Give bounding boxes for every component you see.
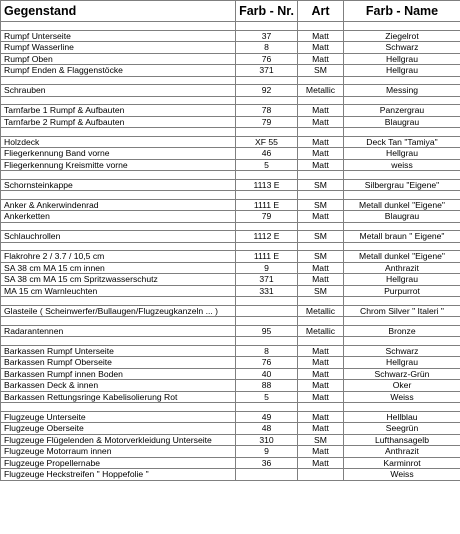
cell-art [298,297,344,306]
cell-gegenstand: Fliegerkennung Band vorne [1,148,236,160]
cell-art: Matt [298,391,344,403]
cell-farb-nr: 5 [236,159,298,171]
cell-gegenstand [1,337,236,346]
cell-farb-nr: 40 [236,368,298,380]
table-row [1,85,460,97]
cell-art [298,22,344,31]
table-row [1,148,460,160]
cell-gegenstand: MA 15 cm Warnleuchten [1,285,236,297]
cell-farb-nr: 36 [236,457,298,469]
table-row [1,262,460,274]
cell-farb-nr [236,337,298,346]
table-row [1,171,460,180]
cell-gegenstand: Rumpf Enden & Flaggenstöcke [1,65,236,77]
cell-farb-nr: 371 [236,274,298,286]
cell-farb-nr: 76 [236,53,298,65]
cell-farb-name [344,317,460,326]
cell-art: SM [298,199,344,211]
table-row [1,274,460,286]
cell-farb-name: Blaugrau [344,211,460,223]
cell-farb-nr [236,305,298,317]
cell-art: SM [298,251,344,263]
table-row [1,65,460,77]
cell-gegenstand: Ankerketten [1,211,236,223]
cell-farb-nr: 371 [236,65,298,77]
cell-farb-nr: 310 [236,434,298,446]
table-row [1,22,460,31]
cell-farb-nr: 1112 E [236,231,298,243]
cell-art [298,337,344,346]
cell-art: Matt [298,446,344,458]
cell-art [298,96,344,105]
cell-art: SM [298,285,344,297]
cell-farb-name: Schwarz [344,345,460,357]
cell-farb-name [344,191,460,200]
cell-gegenstand: Glasteile ( Scheinwerfer/Bullaugen/Flugzeugkanzeln ... ) [1,305,236,317]
cell-farb-nr [236,469,298,481]
cell-art: Matt [298,411,344,423]
cell-farb-nr [236,242,298,251]
cell-farb-nr: 88 [236,380,298,392]
cell-farb-name: Messing [344,85,460,97]
cell-art: Matt [298,423,344,435]
cell-gegenstand: Anker & Ankerwindenrad [1,199,236,211]
table-row [1,199,460,211]
cell-farb-nr [236,191,298,200]
table-row [1,446,460,458]
cell-art: Metallic [298,85,344,97]
cell-farb-nr [236,222,298,231]
cell-gegenstand: Rumpf Unterseite [1,30,236,42]
cell-art: Matt [298,30,344,42]
cell-art: Matt [298,274,344,286]
cell-art: Matt [298,136,344,148]
table-row [1,285,460,297]
cell-art [298,222,344,231]
cell-gegenstand: Fliegerkennung Kreismitte vorne [1,159,236,171]
cell-farb-name [344,242,460,251]
cell-art: Matt [298,380,344,392]
cell-farb-name: Deck Tan "Tamiya" [344,136,460,148]
cell-art: Matt [298,357,344,369]
cell-gegenstand: Barkassen Rumpf Unterseite [1,345,236,357]
cell-farb-name: Weiss [344,469,460,481]
cell-gegenstand: Tarnfarbe 1 Rumpf & Aufbauten [1,105,236,117]
cell-farb-name: Karminrot [344,457,460,469]
cell-art [298,76,344,85]
cell-gegenstand: Holzdeck [1,136,236,148]
cell-gegenstand: Schornsteinkappe [1,179,236,191]
cell-farb-name: Purpurrot [344,285,460,297]
cell-gegenstand [1,222,236,231]
cell-gegenstand: Flugzeuge Heckstreifen " Hoppefolie " [1,469,236,481]
cell-farb-nr [236,76,298,85]
header-farb-nr: Farb - Nr. [236,1,298,22]
cell-gegenstand: Schrauben [1,85,236,97]
table-row [1,231,460,243]
cell-gegenstand: Flugzeuge Unterseite [1,411,236,423]
cell-gegenstand: Barkassen Rettungsringe Kabelisolierung Rot [1,391,236,403]
cell-farb-name: Chrom Silver " Italeri " [344,305,460,317]
cell-farb-nr: 48 [236,423,298,435]
cell-farb-name [344,76,460,85]
table-row [1,128,460,137]
cell-gegenstand: Tarnfarbe 2 Rumpf & Aufbauten [1,116,236,128]
cell-art: SM [298,65,344,77]
cell-farb-name: Blaugrau [344,116,460,128]
cell-art: Matt [298,262,344,274]
cell-art: Matt [298,345,344,357]
cell-farb-nr: 79 [236,211,298,223]
cell-gegenstand: Barkassen Rumpf innen Boden [1,368,236,380]
header-gegenstand: Gegenstand [1,1,236,22]
cell-farb-name [344,128,460,137]
table-row [1,317,460,326]
cell-gegenstand: SA 38 cm MA 15 cm innen [1,262,236,274]
cell-gegenstand: Rumpf Oben [1,53,236,65]
cell-farb-nr: 9 [236,446,298,458]
cell-art [298,242,344,251]
cell-gegenstand [1,297,236,306]
cell-art [298,171,344,180]
table-row [1,357,460,369]
cell-farb-name: Oker [344,380,460,392]
cell-gegenstand: Rumpf Wasserline [1,42,236,54]
table-row [1,76,460,85]
cell-farb-nr: 49 [236,411,298,423]
cell-gegenstand: Flakrohre 2 / 3.7 / 10,5 cm [1,251,236,263]
cell-farb-name: Metall dunkel "Eigene" [344,199,460,211]
table-row [1,297,460,306]
cell-farb-nr: 1111 E [236,199,298,211]
cell-farb-nr: 46 [236,148,298,160]
cell-gegenstand [1,242,236,251]
table-row [1,222,460,231]
cell-art: Matt [298,148,344,160]
table-row [1,30,460,42]
cell-farb-name [344,403,460,412]
cell-farb-name: Schwarz-Grün [344,368,460,380]
header-farb-name: Farb - Name [344,1,460,22]
cell-gegenstand: Schlauchrollen [1,231,236,243]
cell-farb-nr: 1113 E [236,179,298,191]
cell-gegenstand: Flugzeuge Oberseite [1,423,236,435]
cell-gegenstand: Barkassen Rumpf Oberseite [1,357,236,369]
table-row [1,191,460,200]
table-row [1,305,460,317]
table-row [1,380,460,392]
table-row [1,242,460,251]
cell-art: Matt [298,457,344,469]
table-row [1,403,460,412]
table-row [1,136,460,148]
cell-gegenstand [1,96,236,105]
cell-farb-name: Bronze [344,325,460,337]
cell-farb-name [344,222,460,231]
table-row [1,434,460,446]
cell-farb-nr [236,128,298,137]
cell-farb-name: Weiss [344,391,460,403]
cell-farb-name: Ziegelrot [344,30,460,42]
cell-farb-nr: 8 [236,345,298,357]
cell-gegenstand: Flugzeuge Motorraum innen [1,446,236,458]
cell-farb-name: Anthrazit [344,262,460,274]
cell-farb-nr: 92 [236,85,298,97]
cell-farb-name: Hellgrau [344,53,460,65]
cell-farb-name: Hellgrau [344,65,460,77]
cell-art: Metallic [298,325,344,337]
cell-art: Matt [298,368,344,380]
cell-farb-name [344,337,460,346]
cell-farb-nr: 76 [236,357,298,369]
cell-farb-name: Metall braun " Eigene" [344,231,460,243]
table-row [1,469,460,481]
table-row [1,457,460,469]
cell-farb-name [344,22,460,31]
cell-art: Matt [298,159,344,171]
cell-farb-name: Hellgrau [344,274,460,286]
cell-farb-name: Anthrazit [344,446,460,458]
cell-art: Matt [298,42,344,54]
header-art: Art [298,1,344,22]
cell-gegenstand: SA 38 cm MA 15 cm Spritzwasserschutz [1,274,236,286]
cell-gegenstand [1,171,236,180]
cell-gegenstand [1,403,236,412]
cell-farb-nr: 37 [236,30,298,42]
table-row [1,423,460,435]
cell-gegenstand [1,76,236,85]
cell-farb-nr [236,171,298,180]
cell-farb-nr: 9 [236,262,298,274]
cell-farb-nr: 5 [236,391,298,403]
table-row [1,96,460,105]
cell-farb-name: Silbergrau "Eigene" [344,179,460,191]
cell-farb-name: Hellblau [344,411,460,423]
table-row [1,159,460,171]
cell-art [298,403,344,412]
cell-art [298,469,344,481]
cell-art: SM [298,434,344,446]
cell-farb-nr: 1111 E [236,251,298,263]
table-row [1,251,460,263]
cell-farb-name: Seegrün [344,423,460,435]
cell-art: SM [298,231,344,243]
cell-art: SM [298,179,344,191]
header-row [1,1,460,22]
table-row [1,411,460,423]
cell-gegenstand [1,191,236,200]
table-row [1,42,460,54]
table-row [1,391,460,403]
cell-art [298,191,344,200]
cell-art: Matt [298,211,344,223]
table-row [1,325,460,337]
table-row [1,368,460,380]
cell-farb-name: Panzergrau [344,105,460,117]
cell-art [298,128,344,137]
cell-farb-name [344,171,460,180]
cell-farb-nr: XF 55 [236,136,298,148]
cell-farb-nr: 8 [236,42,298,54]
cell-gegenstand [1,317,236,326]
cell-art: Matt [298,105,344,117]
cell-farb-nr: 79 [236,116,298,128]
cell-farb-name: weiss [344,159,460,171]
cell-gegenstand [1,22,236,31]
cell-farb-nr [236,22,298,31]
cell-gegenstand: Flugzeuge Flügelenden & Motorverkleidung Unterseite [1,434,236,446]
cell-gegenstand: Flugzeuge Propellernabe [1,457,236,469]
table-row [1,211,460,223]
cell-farb-name: Lufthansagelb [344,434,460,446]
cell-art: Metallic [298,305,344,317]
cell-gegenstand: Barkassen Deck & innen [1,380,236,392]
cell-farb-nr: 95 [236,325,298,337]
cell-farb-name: Metall dunkel "Eigene" [344,251,460,263]
cell-farb-nr: 331 [236,285,298,297]
cell-farb-name: Hellgrau [344,357,460,369]
cell-art [298,317,344,326]
cell-art: Matt [298,53,344,65]
cell-art: Matt [298,116,344,128]
table-row [1,345,460,357]
cell-gegenstand [1,128,236,137]
cell-farb-name [344,297,460,306]
cell-farb-nr [236,297,298,306]
table-body [1,22,460,481]
table-row [1,116,460,128]
cell-farb-nr [236,403,298,412]
cell-farb-nr [236,317,298,326]
cell-farb-name: Hellgrau [344,148,460,160]
table-row [1,337,460,346]
table-row [1,105,460,117]
table-row [1,179,460,191]
cell-farb-name [344,96,460,105]
cell-farb-nr: 78 [236,105,298,117]
cell-farb-name: Schwarz [344,42,460,54]
cell-gegenstand: Radarantennen [1,325,236,337]
table-row [1,53,460,65]
cell-farb-nr [236,96,298,105]
